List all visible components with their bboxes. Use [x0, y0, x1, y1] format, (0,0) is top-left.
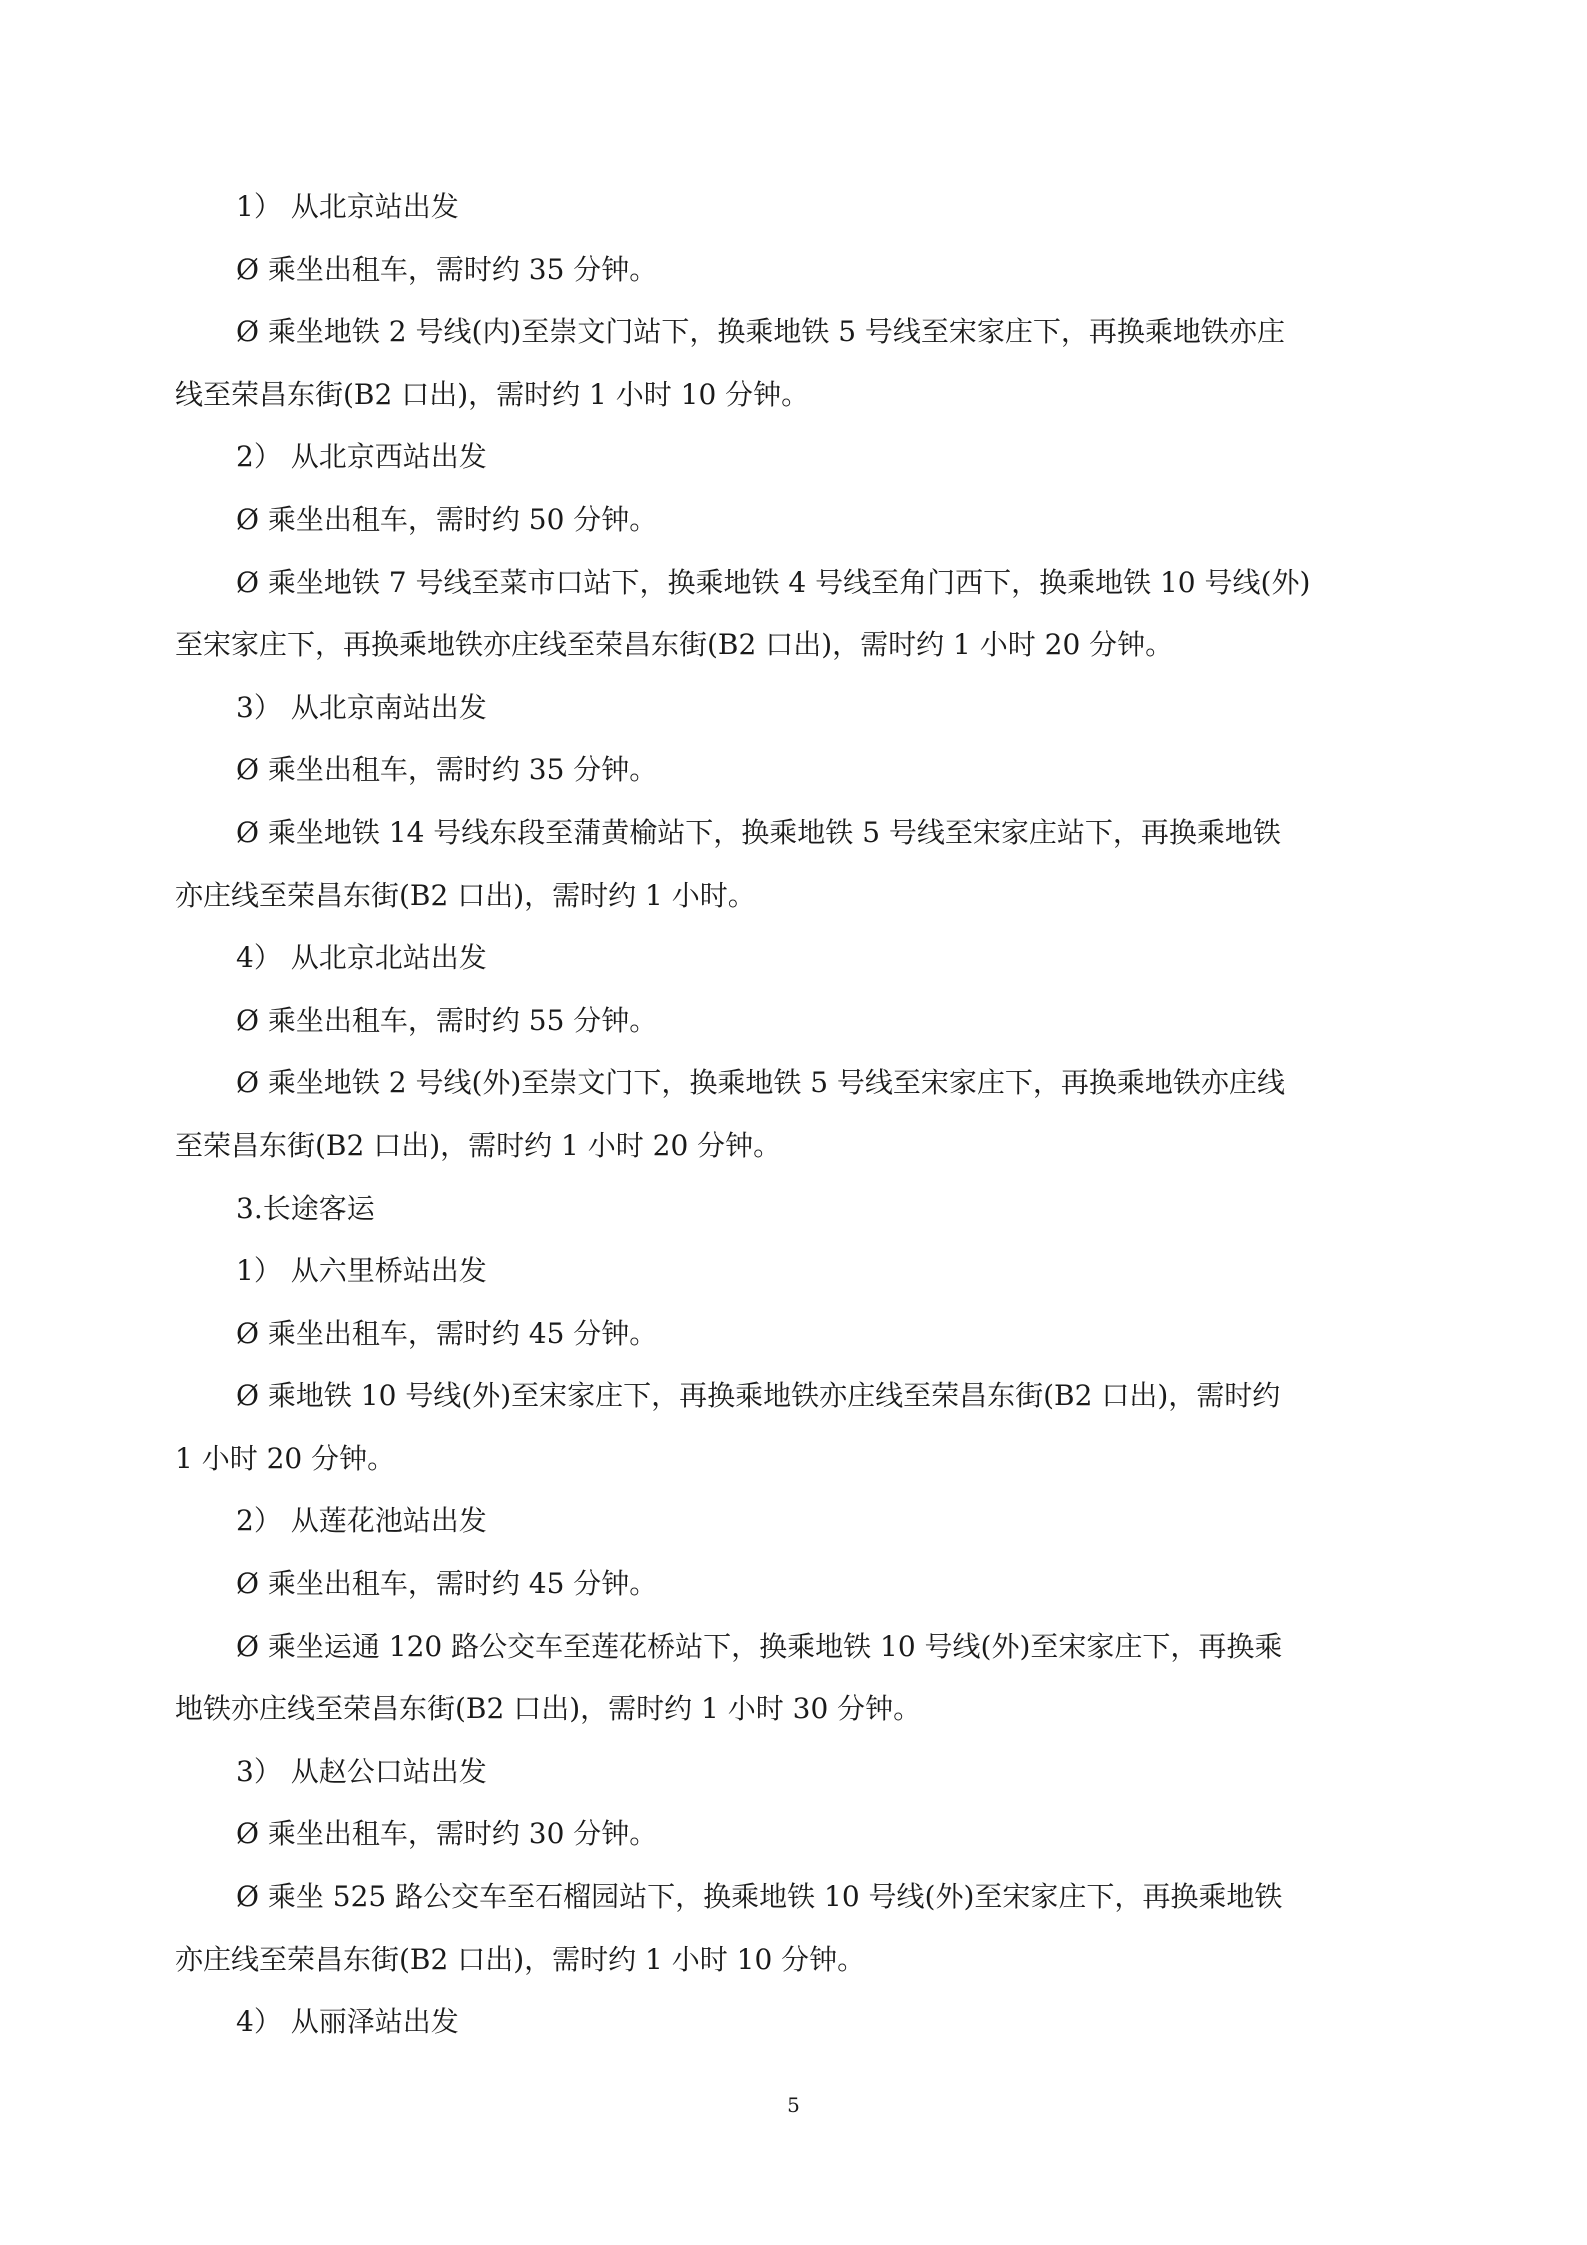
bullet-taxi: Ø 乘坐出租车，需时约 45 分钟。 — [236, 1567, 658, 1601]
document-body — [175, 176, 1420, 2054]
bullet-taxi: Ø 乘坐出租车，需时约 30 分钟。 — [236, 1817, 658, 1851]
bullet-taxi: Ø 乘坐出租车，需时约 45 分钟。 — [236, 1316, 658, 1350]
section-heading-liuliqiao-station: 1） 从六里桥站出发 — [236, 1254, 487, 1288]
section-heading-lianhuachi-station: 2） 从莲花池站出发 — [236, 1504, 487, 1538]
bullet-continuation: 至宋家庄下，再换乘地铁亦庄线至荣昌东街(B2 口出)，需时约 1 小时 20 分钟。 — [175, 628, 1174, 662]
bullet-continuation: 线至荣昌东街(B2 口出)，需时约 1 小时 10 分钟。 — [175, 377, 810, 411]
bullet-continuation: 亦庄线至荣昌东街(B2 口出)，需时约 1 小时。 — [175, 878, 756, 912]
section-heading-beijing-north-station: 4） 从北京北站出发 — [236, 941, 487, 975]
bullet-bus: Ø 乘坐 525 路公交车至石榴园站下，换乘地铁 10 号线(外)至宋家庄下，再换乘地铁 — [236, 1880, 1283, 1914]
bullet-continuation: 地铁亦庄线至荣昌东街(B2 口出)，需时约 1 小时 30 分钟。 — [175, 1692, 922, 1726]
bullet-taxi: Ø 乘坐出租车，需时约 50 分钟。 — [236, 502, 658, 536]
section-heading-beijing-station: 1） 从北京站出发 — [236, 190, 459, 223]
bullet-subway: Ø 乘坐地铁 7 号线至菜市口站下，换乘地铁 4 号线至角门西下，换乘地铁 10 号线(外) — [236, 565, 1311, 599]
bullet-taxi: Ø 乘坐出租车，需时约 35 分钟。 — [236, 753, 658, 787]
section-heading-beijing-south-station: 3） 从北京南站出发 — [236, 690, 487, 724]
bullet-continuation: 亦庄线至荣昌东街(B2 口出)，需时约 1 小时 10 分钟。 — [175, 1942, 866, 1976]
bullet-subway: Ø 乘坐地铁 2 号线(外)至崇文门下，换乘地铁 5 号线至宋家庄下，再换乘地铁亦庄线 — [236, 1066, 1285, 1100]
section-heading-zhaogongkou-station: 3） 从赵公口站出发 — [236, 1754, 487, 1788]
bullet-taxi: Ø 乘坐出租车，需时约 35 分钟。 — [236, 252, 658, 286]
page-number: 5 — [787, 2093, 800, 2117]
bullet-continuation: 1 小时 20 分钟。 — [175, 1441, 396, 1475]
section-heading-lize-station: 4） 从丽泽站出发 — [236, 2005, 459, 2039]
bullet-continuation: 至荣昌东街(B2 口出)，需时约 1 小时 20 分钟。 — [175, 1128, 782, 1162]
bullet-subway: Ø 乘坐地铁 14 号线东段至蒲黄榆站下，换乘地铁 5 号线至宋家庄站下，再换乘地铁 — [236, 815, 1281, 849]
bullet-taxi: Ø 乘坐出租车，需时约 55 分钟。 — [236, 1003, 658, 1037]
bullet-subway: Ø 乘地铁 10 号线(外)至宋家庄下，再换乘地铁亦庄线至荣昌东街(B2 口出)，需时约 — [236, 1379, 1281, 1413]
section-heading-beijing-west-station: 2） 从北京西站出发 — [236, 440, 487, 474]
bullet-bus: Ø 乘坐运通 120 路公交车至莲花桥站下，换乘地铁 10 号线(外)至宋家庄下，再换乘 — [236, 1629, 1283, 1663]
section-heading-long-distance-bus: 3.长途客运 — [236, 1191, 375, 1225]
bullet-subway: Ø 乘坐地铁 2 号线(内)至崇文门站下，换乘地铁 5 号线至宋家庄下，再换乘地铁亦庄 — [236, 315, 1285, 349]
